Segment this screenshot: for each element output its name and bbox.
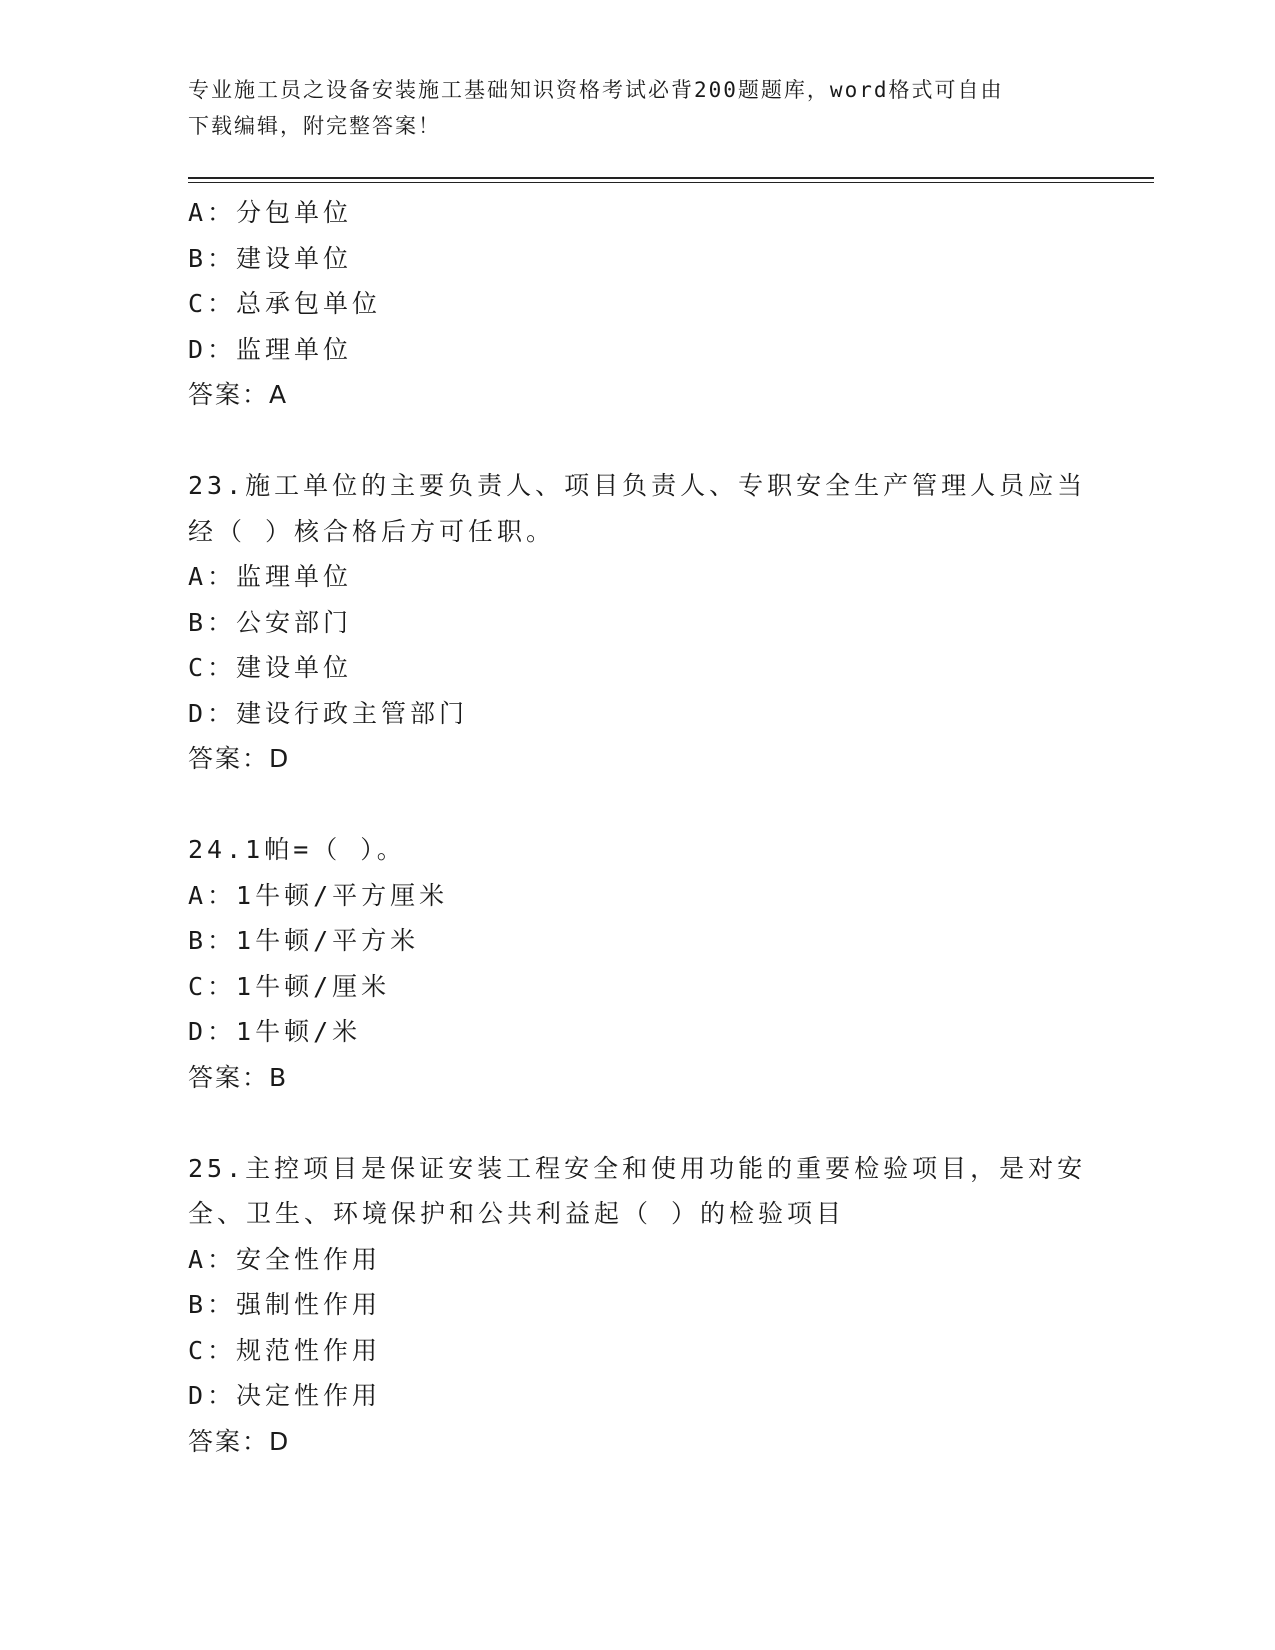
answer-line: 答案：D — [188, 1426, 291, 1456]
option-c: C：1牛顿/厘米 — [188, 971, 391, 1001]
option-c: C：总承包单位 — [188, 289, 382, 318]
option-d: D：决定性作用 — [188, 1381, 382, 1410]
header-divider-thin — [188, 182, 1154, 183]
question-stem-continued: 经（ ）核合格后方可任职。 — [188, 516, 556, 546]
spacer — [188, 1100, 1088, 1146]
question-stem: 25.主控项目是保证安装工程安全和使用功能的重要检验项目，是对安 — [188, 1153, 1087, 1183]
header-line-2: 下载编辑，附完整答案！ — [188, 114, 441, 138]
option-a: A：安全性作用 — [188, 1244, 382, 1274]
option-d: D：1牛顿/米 — [188, 1017, 362, 1046]
document-header — [188, 72, 1068, 144]
option-b: B：建设单位 — [188, 243, 353, 273]
header-line-1: 专业施工员之设备安装施工基础知识资格考试必背200题题库，word格式可自由 — [188, 78, 1004, 102]
header-divider-thick — [188, 177, 1154, 179]
spacer — [188, 782, 1088, 828]
option-a: A：分包单位 — [188, 198, 353, 227]
question-25 — [188, 1146, 1088, 1465]
option-b: B：公安部门 — [188, 607, 353, 637]
question-list — [188, 190, 1088, 1464]
question-24 — [188, 827, 1088, 1100]
question-stem: 23.施工单位的主要负责人、项目负责人、专职安全生产管理人员应当 — [188, 471, 1087, 500]
question-22-options — [188, 190, 1088, 418]
question-stem-continued: 全、卫生、环境保护和公共利益起（ ）的检验项目 — [188, 1199, 846, 1228]
option-b: B：1牛顿/平方米 — [188, 926, 420, 955]
option-d: D：建设行政主管部门 — [188, 698, 469, 728]
answer-line: 答案：D — [188, 744, 291, 773]
answer-line: 答案：A — [188, 380, 289, 409]
option-a: A：1牛顿/平方厘米 — [188, 880, 449, 910]
question-23 — [188, 463, 1088, 782]
spacer — [188, 418, 1088, 464]
option-a: A：监理单位 — [188, 562, 353, 591]
option-b: B：强制性作用 — [188, 1290, 382, 1319]
option-c: C：建设单位 — [188, 653, 353, 682]
option-c: C：规范性作用 — [188, 1335, 382, 1365]
question-stem: 24.1帕=（ ）。 — [188, 835, 406, 864]
option-d: D：监理单位 — [188, 334, 353, 364]
answer-line: 答案：B — [188, 1062, 289, 1092]
